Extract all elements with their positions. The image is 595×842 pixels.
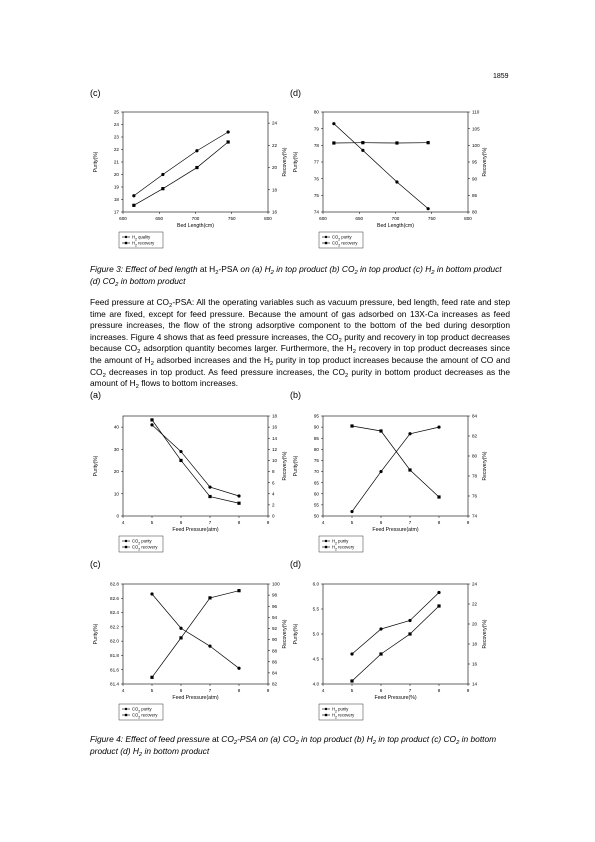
y2-tick-label: 100 bbox=[472, 142, 480, 148]
y2-tick-label: 24 bbox=[472, 581, 478, 587]
y-tick-label: 6.0 bbox=[312, 581, 319, 587]
series-line bbox=[334, 124, 428, 209]
y-tick-label: 79 bbox=[313, 126, 319, 132]
x-tick-label: 5 bbox=[350, 688, 354, 693]
y2-tick-label: 74 bbox=[472, 513, 478, 519]
y-tick-label: 77 bbox=[313, 159, 319, 165]
y2-axis-label: Recovery(%) bbox=[282, 619, 288, 649]
y-tick-label: 82.8 bbox=[110, 581, 119, 587]
data-point-circle bbox=[379, 627, 382, 630]
y2-axis-label: Recovery(%) bbox=[282, 451, 288, 481]
y-tick-label: 19 bbox=[113, 184, 119, 190]
chart-fig4a bbox=[85, 404, 288, 556]
data-point-circle bbox=[350, 510, 353, 513]
plot-frame bbox=[323, 584, 468, 684]
y-tick-label: 4.0 bbox=[312, 681, 319, 687]
y2-tick-label: 6 bbox=[272, 480, 275, 486]
figure-4-caption: Figure 4: Effect of feed pressure at $CO_2$-PSA on (a) $CO_2$ in top product (b) $H_2$ in top product (c) $CO_2$ in bottom product (d) $H_2$ in bottom product bbox=[90, 734, 497, 758]
y2-tick-label: 2 bbox=[272, 502, 275, 508]
data-point-square bbox=[179, 636, 182, 639]
x-tick-label: 6 bbox=[379, 688, 383, 693]
legend-marker-square bbox=[125, 546, 127, 548]
legend-label: $H_2$ recovery bbox=[332, 712, 355, 720]
y2-tick-label: 90 bbox=[272, 637, 278, 643]
y2-tick-label: 12 bbox=[272, 446, 278, 452]
data-point-circle bbox=[408, 432, 411, 435]
legend-label: $CO_2$ purity bbox=[332, 234, 352, 242]
y-tick-label: 22 bbox=[113, 147, 119, 153]
data-point-circle bbox=[437, 591, 440, 594]
legend-marker-circle bbox=[125, 236, 127, 238]
y2-tick-label: 10 bbox=[272, 458, 278, 464]
x-tick-label: 5 bbox=[150, 688, 154, 693]
data-point-circle bbox=[427, 207, 430, 210]
legend-label: $H_2$ quality bbox=[132, 234, 151, 242]
y-axis-label: Purity(%) bbox=[93, 623, 99, 645]
y2-tick-label: 78 bbox=[472, 473, 478, 479]
y2-tick-label: 80 bbox=[472, 209, 478, 215]
legend-label: $H_2$ recovery bbox=[332, 544, 355, 552]
data-point-square bbox=[237, 589, 240, 592]
legend-marker-circle bbox=[125, 708, 127, 710]
x-tick-label: 650 bbox=[355, 216, 364, 221]
series-line bbox=[352, 593, 439, 655]
data-point-circle bbox=[379, 470, 382, 473]
feed-pressure-paragraph: Feed pressure at $CO_2$-PSA: All the operating variables such as vacuum pressure, bed length, feed rate and step time are fixed, except for feed pressure. Because the amount of gas adsorbed on 13X-Ca increases as feed pressure increases, the flow of the strong adsorptive component to the bottom of the bed during desorption increases. Figure 4 shows that as feed pressure increases, the $CO_2$ purity and recovery in top product decreases because $CO_2$ adsorption quantity becomes larger. Furthermore, the $H_2$ recovery in top product decreases since the amount of $H_2$ adsorbed increases and the $H_2$ purity in top product increases because the amount of CO and $CO_2$ decreases in top product. As feed pressure increases, the $CO_2$ purity in bottom product decreases as the amount of $H_2$ flows to bottom increases. bbox=[90, 297, 511, 391]
figure-3-caption: Figure 3: Effect of bed length at $H_2$-PSA on (a) $H_2$ in top product (b) $CO_2$ in top product (c) $H_2$ in bottom product (d) $CO_2$ in bottom product bbox=[90, 264, 502, 288]
legend-marker-square bbox=[325, 546, 327, 548]
x-tick-label: 6 bbox=[379, 520, 383, 525]
fig3-panel-letter-c: (c) bbox=[90, 88, 101, 98]
y-axis-label: Purity(%) bbox=[293, 151, 299, 173]
y2-tick-label: 14 bbox=[272, 435, 278, 441]
x-axis-label: Feed Pressure(%) bbox=[374, 695, 417, 701]
x-tick-label: 750 bbox=[227, 216, 236, 221]
series-line bbox=[352, 606, 439, 681]
x-tick-label: 4 bbox=[121, 688, 125, 693]
y2-tick-label: 76 bbox=[472, 493, 478, 499]
data-point-square bbox=[350, 424, 353, 427]
x-axis-label: Feed Pressure(atm) bbox=[372, 527, 419, 533]
y2-tick-label: 82 bbox=[472, 433, 478, 439]
y-axis-label: Purity(%) bbox=[93, 151, 99, 173]
x-tick-label: 5 bbox=[350, 520, 354, 525]
y-tick-label: 81.4 bbox=[110, 681, 119, 687]
fig4-panel-letter-b: (b) bbox=[290, 390, 301, 400]
legend-marker-square bbox=[325, 714, 327, 716]
series-line bbox=[352, 426, 439, 497]
x-tick-label: 8 bbox=[437, 688, 441, 693]
fig4-panel-letter-a: (a) bbox=[90, 390, 101, 400]
y-tick-label: 80 bbox=[313, 446, 319, 452]
data-point-circle bbox=[408, 619, 411, 622]
y-tick-label: 50 bbox=[313, 513, 319, 519]
data-point-square bbox=[227, 140, 230, 143]
y-tick-label: 82.0 bbox=[110, 638, 119, 644]
y-tick-label: 55 bbox=[313, 502, 319, 508]
x-tick-label: 750 bbox=[427, 216, 436, 221]
x-tick-label: 4 bbox=[321, 520, 325, 525]
data-point-square bbox=[208, 495, 211, 498]
data-point-circle bbox=[361, 149, 364, 152]
y2-tick-label: 85 bbox=[472, 192, 478, 198]
data-point-square bbox=[350, 679, 353, 682]
data-point-circle bbox=[208, 486, 211, 489]
chart-fig3c bbox=[85, 100, 288, 252]
x-tick-label: 700 bbox=[391, 216, 400, 221]
x-tick-label: 4 bbox=[321, 688, 325, 693]
x-tick-label: 600 bbox=[119, 216, 127, 221]
plot-frame bbox=[123, 584, 268, 684]
data-point-square bbox=[161, 187, 164, 190]
y2-axis-label: Recovery(%) bbox=[282, 147, 288, 177]
series-line bbox=[352, 427, 439, 511]
series-line bbox=[152, 591, 239, 678]
x-axis-label: Bed Length(cm) bbox=[177, 223, 214, 229]
legend-label: $CO_2$ purity bbox=[132, 538, 152, 546]
data-point-circle bbox=[332, 122, 335, 125]
y2-tick-label: 8 bbox=[272, 469, 275, 475]
y-tick-label: 17 bbox=[113, 209, 119, 215]
y-tick-label: 81.6 bbox=[110, 667, 119, 673]
legend-label: $CO_2$ recovery bbox=[132, 544, 158, 552]
fig4-panel-letter-c: (c) bbox=[90, 559, 101, 569]
y2-tick-label: 18 bbox=[472, 641, 478, 647]
y-axis-label: Purity(%) bbox=[293, 455, 299, 477]
data-point-circle bbox=[132, 194, 135, 197]
y-tick-label: 30 bbox=[113, 446, 119, 452]
y2-tick-label: 16 bbox=[272, 209, 278, 215]
y-axis-label: Purity(%) bbox=[93, 455, 99, 477]
data-point-circle bbox=[179, 627, 182, 630]
y2-tick-label: 110 bbox=[472, 109, 480, 115]
x-axis-label: Bed Length(cm) bbox=[377, 223, 414, 229]
chart-fig4c bbox=[85, 572, 288, 724]
y2-tick-label: 94 bbox=[272, 614, 278, 620]
y-tick-label: 90 bbox=[313, 424, 319, 430]
x-tick-label: 4 bbox=[121, 520, 125, 525]
y2-axis-label: Recovery(%) bbox=[482, 147, 488, 177]
x-tick-label: 9 bbox=[466, 688, 470, 693]
data-point-square bbox=[437, 604, 440, 607]
legend-marker-circle bbox=[325, 708, 327, 710]
y2-tick-label: 4 bbox=[272, 491, 275, 497]
x-tick-label: 7 bbox=[208, 688, 212, 693]
y-tick-label: 10 bbox=[113, 491, 119, 497]
y-tick-label: 20 bbox=[113, 172, 119, 178]
x-tick-label: 7 bbox=[408, 688, 412, 693]
data-point-square bbox=[150, 418, 153, 421]
x-tick-label: 8 bbox=[237, 520, 241, 525]
y-tick-label: 0 bbox=[116, 513, 119, 519]
chart-fig3d bbox=[285, 100, 488, 252]
plot-frame bbox=[123, 416, 268, 516]
data-point-square bbox=[150, 676, 153, 679]
legend-label: $CO_2$ recovery bbox=[332, 240, 358, 248]
y-tick-label: 85 bbox=[313, 435, 319, 441]
data-point-circle bbox=[208, 645, 211, 648]
data-point-square bbox=[332, 141, 335, 144]
series-line bbox=[152, 425, 239, 496]
legend-label: $H_2$ recovery bbox=[132, 240, 155, 248]
y2-tick-label: 14 bbox=[472, 681, 478, 687]
data-point-circle bbox=[227, 130, 230, 133]
fig4-panel-letter-d: (d) bbox=[290, 559, 301, 569]
data-point-circle bbox=[237, 667, 240, 670]
data-point-square bbox=[408, 632, 411, 635]
y2-tick-label: 95 bbox=[472, 159, 478, 165]
y-tick-label: 75 bbox=[313, 458, 319, 464]
y-tick-label: 70 bbox=[313, 469, 319, 475]
data-point-circle bbox=[150, 592, 153, 595]
legend-marker-circle bbox=[125, 540, 127, 542]
y2-tick-label: 100 bbox=[272, 581, 280, 587]
y-axis-label: Purity(%) bbox=[293, 623, 299, 645]
y-tick-label: 23 bbox=[113, 134, 119, 140]
legend-label: $CO_2$ recovery bbox=[132, 712, 158, 720]
data-point-square bbox=[237, 502, 240, 505]
legend-label: $H_2$ purity bbox=[332, 538, 349, 546]
y-tick-label: 5.5 bbox=[312, 606, 319, 612]
y-tick-label: 74 bbox=[313, 209, 319, 215]
data-point-circle bbox=[179, 450, 182, 453]
data-point-square bbox=[208, 596, 211, 599]
data-point-circle bbox=[437, 426, 440, 429]
x-tick-label: 9 bbox=[466, 520, 470, 525]
y2-tick-label: 80 bbox=[472, 453, 478, 459]
x-tick-label: 800 bbox=[264, 216, 272, 221]
data-point-circle bbox=[350, 652, 353, 655]
y2-tick-label: 86 bbox=[272, 659, 278, 665]
y2-tick-label: 82 bbox=[272, 681, 278, 687]
legend-label: $CO_2$ purity bbox=[132, 706, 152, 714]
data-point-circle bbox=[395, 180, 398, 183]
y2-tick-label: 92 bbox=[272, 626, 278, 632]
y2-axis-label: Recovery(%) bbox=[482, 451, 488, 481]
y2-tick-label: 105 bbox=[472, 126, 480, 132]
y2-axis-label: Recovery(%) bbox=[482, 619, 488, 649]
data-point-circle bbox=[150, 423, 153, 426]
y-tick-label: 60 bbox=[313, 491, 319, 497]
x-tick-label: 6 bbox=[179, 688, 183, 693]
y2-tick-label: 18 bbox=[272, 187, 278, 193]
y2-tick-label: 22 bbox=[272, 142, 278, 148]
y2-tick-label: 16 bbox=[272, 424, 278, 430]
y2-tick-label: 20 bbox=[272, 165, 278, 171]
y-tick-label: 65 bbox=[313, 480, 319, 486]
y2-tick-label: 98 bbox=[272, 592, 278, 598]
x-tick-label: 9 bbox=[266, 688, 270, 693]
y-tick-label: 81.8 bbox=[110, 653, 119, 659]
y2-tick-label: 88 bbox=[272, 648, 278, 654]
data-point-square bbox=[408, 468, 411, 471]
x-tick-label: 8 bbox=[237, 688, 241, 693]
x-tick-label: 5 bbox=[150, 520, 154, 525]
chart-fig4b bbox=[285, 404, 495, 556]
y-tick-label: 95 bbox=[313, 413, 319, 419]
y-tick-label: 76 bbox=[313, 176, 319, 182]
series-line bbox=[134, 132, 228, 196]
y-tick-label: 40 bbox=[113, 424, 119, 430]
data-point-circle bbox=[195, 149, 198, 152]
x-tick-label: 6 bbox=[179, 520, 183, 525]
y-tick-label: 24 bbox=[113, 122, 119, 128]
series-line bbox=[134, 142, 228, 205]
x-axis-label: Feed Pressure(atm) bbox=[172, 695, 219, 701]
y-tick-label: 78 bbox=[313, 142, 319, 148]
data-point-circle bbox=[237, 494, 240, 497]
y2-tick-label: 84 bbox=[472, 413, 478, 419]
data-point-square bbox=[132, 204, 135, 207]
legend-label: $H_2$ purity bbox=[332, 706, 349, 714]
chart-fig4d bbox=[285, 572, 495, 724]
y-tick-label: 5.0 bbox=[312, 631, 319, 637]
data-point-square bbox=[195, 166, 198, 169]
data-point-square bbox=[427, 141, 430, 144]
data-point-square bbox=[361, 141, 364, 144]
data-point-circle bbox=[161, 173, 164, 176]
series-line bbox=[152, 420, 239, 503]
data-point-square bbox=[379, 652, 382, 655]
data-point-square bbox=[179, 459, 182, 462]
y2-tick-label: 84 bbox=[272, 670, 278, 676]
plot-frame bbox=[323, 112, 468, 212]
x-tick-label: 8 bbox=[437, 520, 441, 525]
legend-marker-square bbox=[125, 714, 127, 716]
legend-marker-circle bbox=[325, 540, 327, 542]
x-tick-label: 600 bbox=[319, 216, 327, 221]
x-tick-label: 9 bbox=[266, 520, 270, 525]
y-tick-label: 82.2 bbox=[110, 624, 119, 630]
y2-tick-label: 20 bbox=[472, 621, 478, 627]
x-tick-label: 7 bbox=[208, 520, 212, 525]
x-axis-label: Feed Pressure(atm) bbox=[172, 527, 219, 533]
y2-tick-label: 24 bbox=[272, 120, 278, 126]
y2-tick-label: 22 bbox=[472, 601, 478, 607]
legend-marker-square bbox=[125, 242, 127, 244]
page-number: 1859 bbox=[493, 73, 509, 80]
y-tick-label: 82.6 bbox=[110, 595, 119, 601]
y2-tick-label: 96 bbox=[272, 603, 278, 609]
y-tick-label: 21 bbox=[113, 159, 119, 165]
y-tick-label: 25 bbox=[113, 109, 119, 115]
x-tick-label: 7 bbox=[408, 520, 412, 525]
fig3-panel-letter-d: (d) bbox=[290, 88, 301, 98]
y-tick-label: 4.5 bbox=[312, 656, 319, 662]
y-tick-label: 82.4 bbox=[110, 610, 119, 616]
y-tick-label: 80 bbox=[313, 109, 319, 115]
y2-tick-label: 90 bbox=[472, 176, 478, 182]
y2-tick-label: 16 bbox=[472, 661, 478, 667]
x-tick-label: 650 bbox=[155, 216, 164, 221]
x-tick-label: 700 bbox=[191, 216, 200, 221]
y2-tick-label: 0 bbox=[272, 513, 275, 519]
y-tick-label: 18 bbox=[113, 197, 119, 203]
data-point-square bbox=[379, 429, 382, 432]
y2-tick-label: 18 bbox=[272, 413, 278, 419]
plot-frame bbox=[123, 112, 268, 212]
x-tick-label: 800 bbox=[464, 216, 472, 221]
data-point-square bbox=[437, 495, 440, 498]
legend-marker-square bbox=[325, 242, 327, 244]
series-line bbox=[152, 594, 239, 668]
plot-frame bbox=[323, 416, 468, 516]
y-tick-label: 20 bbox=[113, 469, 119, 475]
legend-marker-circle bbox=[325, 236, 327, 238]
y-tick-label: 75 bbox=[313, 192, 319, 198]
data-point-square bbox=[395, 141, 398, 144]
